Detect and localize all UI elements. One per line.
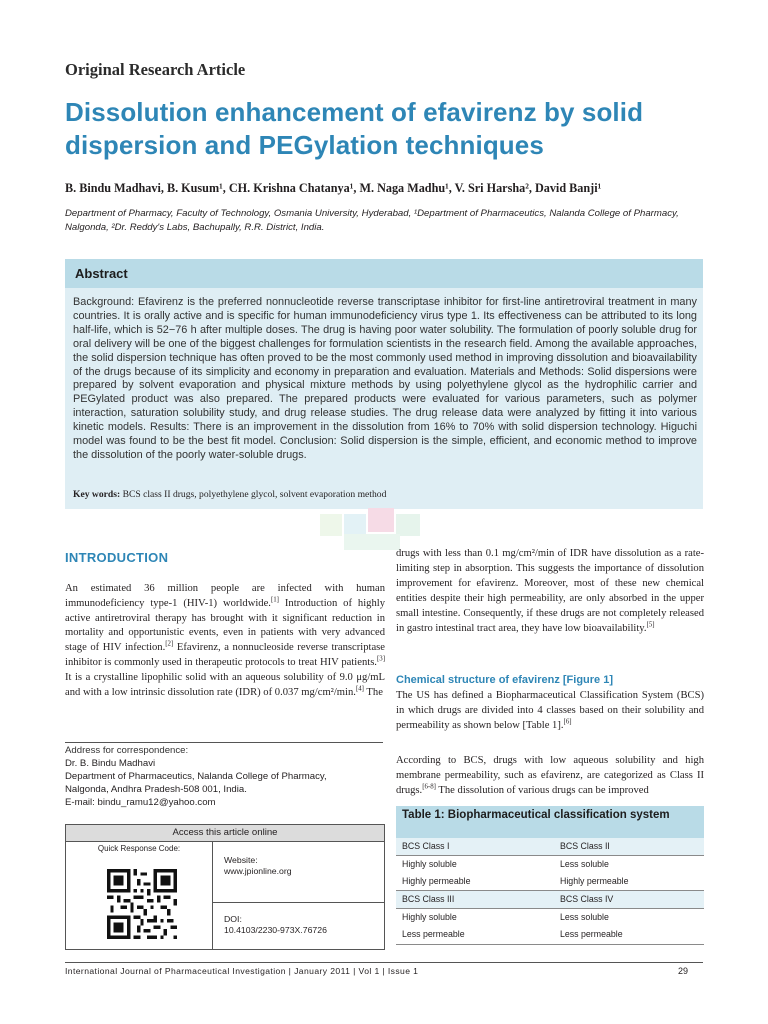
access-online-box bbox=[65, 824, 385, 950]
bcs-paragraph: According to BCS, drugs with low aqueous solubility and high membrane permeability, such as efavirenz, are categorized as Class II drugs.[6-8] The dissolution of various drugs can be improved bbox=[396, 755, 704, 796]
chemical-structure-paragraph: The US has defined a Biopharmaceutical Classification System (BCS) in which drugs are divided into 4 classes based on their solubility and permeability as shown below [Table 1].[6] bbox=[396, 690, 704, 731]
doi-block bbox=[224, 914, 327, 936]
table-row bbox=[396, 838, 704, 855]
table-cell: BCS Class I bbox=[402, 841, 450, 851]
table-title: Table 1: Biopharmaceutical classification system bbox=[402, 809, 670, 821]
citation-ref[interactable]: [6] bbox=[563, 718, 572, 726]
correspondence-block bbox=[65, 742, 383, 810]
citation-ref[interactable]: [1] bbox=[270, 596, 279, 604]
right-paragraph: drugs with less than 0.1 mg/cm²/min of IDR have dissolution as a rate-limiting step in absorption. This suggests the importance of dissolution improvement for efavirenz. Moreover, most of these new chemical entities despite their high permeability, are only absorbed in the upper small intestine. Consequently, if these drugs are not completely released in gastro intestinal tract area, they have low bioavailability.[5] bbox=[396, 548, 704, 634]
doi-value[interactable]: 10.4103/2230-973X.76726 bbox=[224, 925, 327, 935]
table-cell: Less soluble bbox=[560, 859, 609, 869]
table-row bbox=[396, 909, 704, 926]
citation-ref[interactable]: [6-8] bbox=[422, 783, 436, 791]
correspondence-line: Nalgonda, Andhra Pradesh-508 001, India. bbox=[65, 783, 247, 795]
table-cell: Highly soluble bbox=[402, 859, 457, 869]
abstract-heading: Abstract bbox=[75, 266, 128, 281]
qr-code-icon[interactable] bbox=[107, 869, 177, 939]
doi-label: DOI: bbox=[224, 914, 242, 924]
website-label: Website: bbox=[224, 855, 258, 865]
table-cell: BCS Class II bbox=[560, 841, 610, 851]
access-heading: Access this article online bbox=[66, 825, 384, 842]
table-row bbox=[396, 856, 704, 873]
table-cell: Less permeable bbox=[560, 929, 623, 939]
website-link[interactable]: www.jpionline.org bbox=[224, 866, 292, 876]
introduction-paragraph: An estimated 36 million people are infected with human immunodeficiency type-1 (HIV-1) worldwide.[1] Introduction of highly active antiretroviral therapy has brought with it significant reduction in mortality and opportunistic events, even in patients with very advanced stage of HIV infection.[2] Efavirenz, a nonnucleoside reverse transcriptase inhibitor is commonly used in therapeutic protocols to treat HIV patients.[3] It is a crystalline lipophilic solid with an aqueous solubility of 9.0 μg/mL and with a low intrinsic dissolution rate (IDR) of 0.037 mg/cm²/min.[4] The bbox=[65, 583, 385, 698]
table-row bbox=[396, 873, 704, 890]
page-number: 29 bbox=[678, 966, 689, 976]
table-cell: Highly permeable bbox=[560, 876, 629, 886]
author-list: B. Bindu Madhavi, B. Kusum¹, CH. Krishna Chatanya¹, M. Naga Madhu¹, V. Sri Harsha², David Banji¹ bbox=[65, 181, 602, 195]
footer-divider bbox=[65, 962, 703, 963]
article-title: Dissolution enhancement of efavirenz by solid dispersion and PEGylation techniques bbox=[65, 97, 644, 160]
table-cell: Highly soluble bbox=[402, 912, 457, 922]
abstract-header-bar bbox=[65, 259, 703, 288]
divider bbox=[212, 842, 213, 949]
table-cell: Less soluble bbox=[560, 912, 609, 922]
article-type: Original Research Article bbox=[65, 60, 246, 79]
correspondence-line: Department of Pharmaceutics, Nalanda College of Pharmacy, bbox=[65, 770, 327, 782]
citation-ref[interactable]: [4] bbox=[355, 685, 364, 693]
abstract-box bbox=[65, 259, 703, 509]
table-cell: Highly permeable bbox=[402, 876, 471, 886]
introduction-heading: INTRODUCTION bbox=[65, 550, 169, 565]
citation-ref[interactable]: [2] bbox=[165, 640, 174, 648]
abstract-text: Background: Efavirenz is the preferred nonnucleotide reverse transcriptase inhibitor for first-line antiretroviral treatment in many countries. It is orally active and is specific for human immunodeficiency virus type 1. Its effectiveness can be attributed to its long half-life, which is 52−76 h after multiple doses. The drug is having poor water solubility. The formulation of poorly soluble drug for oral delivery will be one of the biggest challenges for formulation scientists in the research field. Among the available approaches, the solid dispersion technique has often proved to be the most commonly used method in improving dissolution and bioavailability of the drugs because of its simplicity and economy in preparation and evaluation. Materials and Methods: Solid dispersions were prepared by solvent evaporation and physical mixture methods by using polyethylene glycol as the hydrophilic carrier and PEGylated product was also prepared. The prepared products were evaluated for various parameters, such as polymer interaction, saturation solubility study, and drug release studies. The drug release data were analyzed by fitting it into various kinetic models. Results: There is an improvement in the dissolution from 16% to 70% with solid dispersion technology. Higuchi model was found to be the best fit model. Conclusion: Solid dispersion is the simple, efficient, and economic method to improve the dissolution of the poorly water-soluble drugs. bbox=[73, 296, 697, 461]
citation-ref[interactable]: [5] bbox=[646, 621, 655, 628]
table-row bbox=[396, 891, 704, 908]
website-block bbox=[224, 855, 292, 877]
table-cell: Less permeable bbox=[402, 929, 465, 939]
divider bbox=[213, 902, 384, 903]
qr-label: Quick Response Code: bbox=[97, 844, 181, 853]
correspondence-line: Dr. B. Bindu Madhavi bbox=[65, 757, 156, 769]
keywords-label: Key words: bbox=[73, 489, 121, 500]
table-title-bar bbox=[396, 806, 704, 838]
affiliations: Department of Pharmacy, Faculty of Technology, Osmania University, Hyderabad, ¹Department of Pharmaceutics, Nalanda College of Pharmacy, Nalgonda, ²Dr. Reddy's Labs, Bachupally, R.R. District, India. bbox=[65, 208, 679, 233]
section-heading-chemical-structure: Chemical structure of efavirenz [Figure 1] bbox=[396, 674, 613, 686]
table-rule bbox=[396, 944, 704, 945]
keywords-row bbox=[73, 489, 386, 500]
keywords-value: BCS class II drugs, polyethylene glycol, solvent evaporation method bbox=[122, 489, 387, 500]
table-row bbox=[396, 926, 704, 943]
correspondence-heading: Address for correspondence: bbox=[65, 745, 189, 756]
table-cell: BCS Class III bbox=[402, 894, 455, 904]
watermark-graphic bbox=[318, 502, 430, 552]
footer-journal-info: International Journal of Pharmaceutical Investigation | January 2011 | Vol 1 | Issue 1 bbox=[65, 966, 419, 976]
table-cell: BCS Class IV bbox=[560, 894, 614, 904]
citation-ref[interactable]: [3] bbox=[376, 655, 385, 663]
correspondence-email[interactable]: E-mail: bindu_ramu12@yahoo.com bbox=[65, 796, 216, 808]
